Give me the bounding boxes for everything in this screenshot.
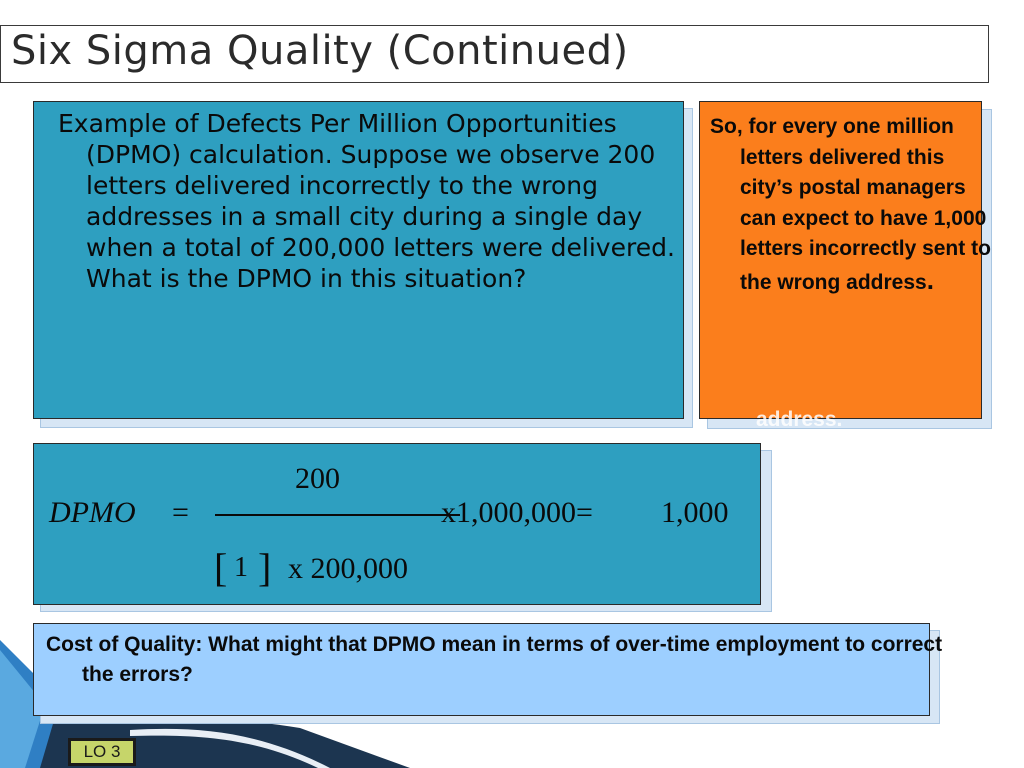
formula-bracket-close: ]: [258, 545, 272, 590]
formula-equals: =: [172, 496, 189, 529]
formula-bracket-open: [: [214, 545, 228, 590]
note-body: So, for every one million letters delivered this city’s postal managers can expect to have 1,000 letters incorrectly sent to the wrong: [710, 115, 991, 294]
note-panel: [699, 101, 991, 419]
decor-dark-band: [0, 717, 410, 768]
note-answer: [710, 112, 1002, 298]
slide-title: Six Sigma Quality (Continued): [11, 28, 629, 74]
note-last-word: address: [846, 270, 927, 294]
cost-panel: [33, 623, 943, 716]
badge-label: LO 3: [83, 742, 121, 761]
example-panel: [33, 101, 684, 419]
formula-result: 1,000: [661, 496, 729, 529]
example-question: Example of Defects Per Million Opportunities (DPMO) calculation. Suppose we observe 200 letters delivered incorrectly to the wrong addresses in a small city during a single day when a total of 200,000 letters were delivered. What is the DPMO in this situation?: [58, 109, 675, 293]
note-ghost-text: address.: [756, 408, 843, 431]
note-period: .: [926, 264, 934, 295]
formula-multiplier: x1,000,000=: [441, 496, 593, 529]
cost-question: Cost of Quality: What might that DPMO mean in terms of over-time employment to correct the errors?: [46, 633, 943, 686]
formula-denominator: x 200,000: [288, 552, 408, 585]
formula-panel: [33, 443, 761, 605]
fraction-bar: [215, 514, 460, 516]
title-bar: [0, 25, 989, 83]
learning-objective-badge: [68, 738, 136, 766]
formula-bracket-value: 1: [234, 552, 248, 583]
formula-numerator: 200: [295, 462, 340, 495]
formula-lhs: DPMO: [49, 496, 136, 529]
